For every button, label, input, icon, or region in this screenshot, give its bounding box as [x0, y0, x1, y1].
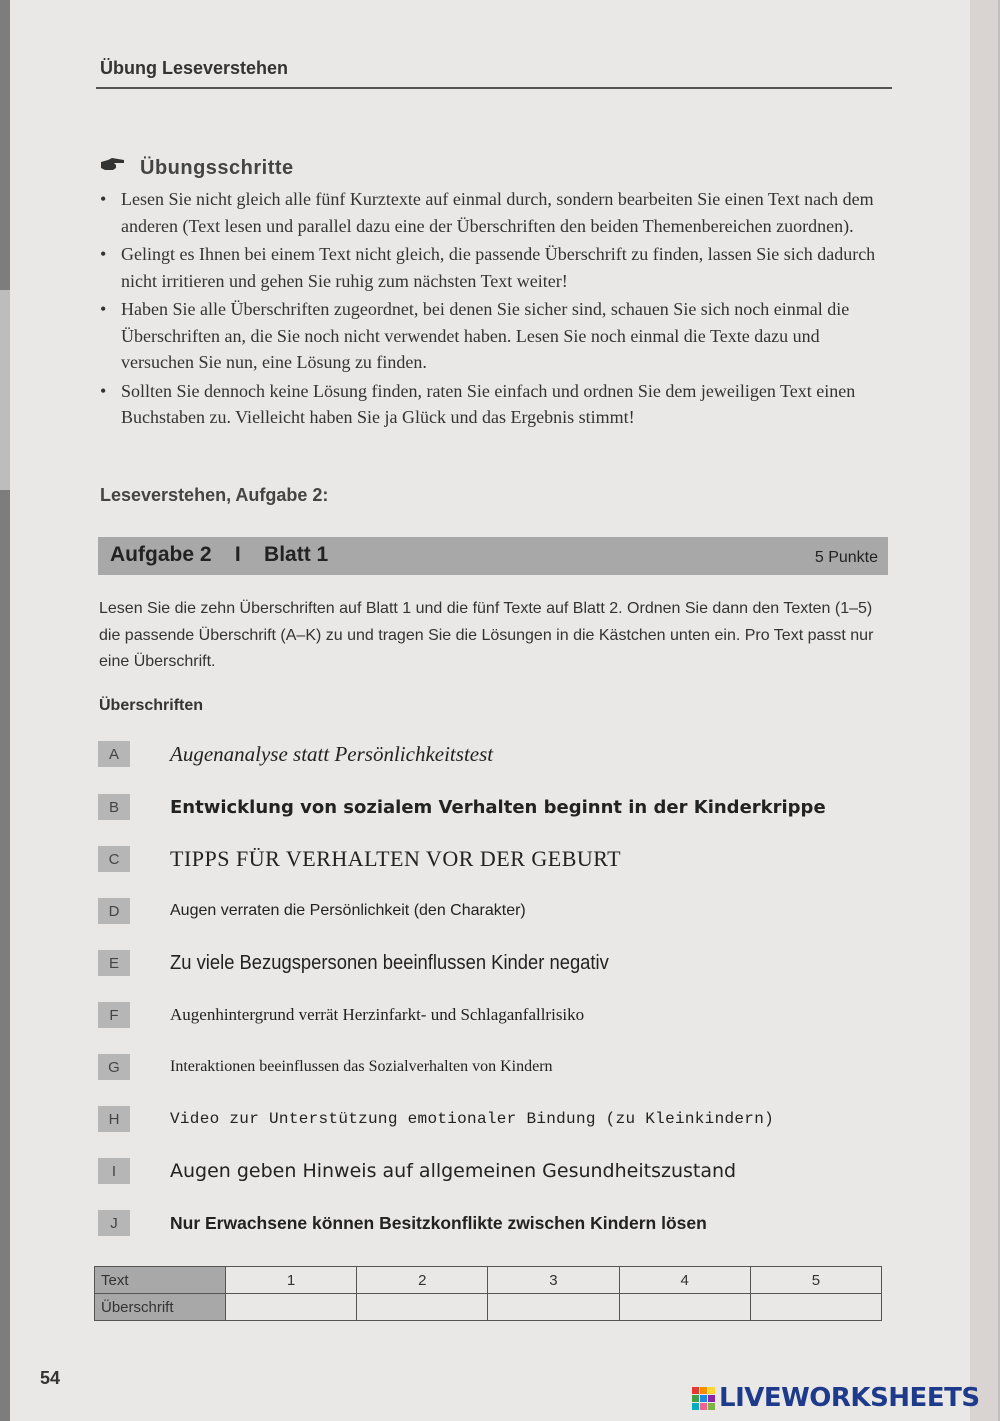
- liveworksheets-brand[interactable]: [692, 1383, 980, 1413]
- heading-letter: F: [98, 1002, 130, 1028]
- answer-input-3[interactable]: [494, 1295, 616, 1319]
- heading-text: Augen verraten die Persönlichkeit (den Charakter): [170, 902, 526, 919]
- task-title: Aufgabe 2 I Blatt 1: [110, 543, 329, 566]
- answer-table-heading-row: [95, 1294, 882, 1321]
- heading-row-c: [98, 846, 622, 872]
- heading-letter: E: [98, 950, 130, 976]
- steps-list: [100, 186, 890, 433]
- text-number: 2: [357, 1267, 488, 1294]
- heading-row-label: Überschrift: [95, 1294, 226, 1321]
- heading-letter: H: [98, 1106, 130, 1132]
- heading-letter: A: [98, 741, 130, 767]
- heading-text: Entwicklung von sozialem Verhalten beginnt in der Kinderkrippe: [170, 796, 826, 818]
- answer-table-text-row: [95, 1267, 882, 1294]
- headings-label: Überschriften: [99, 697, 204, 714]
- task-instructions: Lesen Sie die zehn Überschriften auf Blatt 1 und die fünf Texte auf Blatt 2. Ordnen Sie dann den Texten (1–5) die passende Überschrift (A–K) zu und tragen Sie die Lösungen in die Kästchen unten ein. Pro Text passt nur eine Überschrift.: [99, 600, 874, 670]
- answer-cell-1: [226, 1294, 357, 1321]
- heading-text: Augenhintergrund verrät Herzinfarkt- und Schlaganfallrisiko: [170, 1005, 585, 1024]
- heading-text: Augenanalyse statt Persönlichkeitstest: [170, 741, 494, 766]
- header-divider: [96, 87, 892, 89]
- heading-letter: G: [98, 1054, 130, 1080]
- page-number: 54: [40, 1368, 61, 1388]
- heading-text: Nur Erwachsene können Besitzkonflikte zwischen Kindern lösen: [170, 1212, 707, 1233]
- brand-name: LIVEWORKSHEETS: [719, 1383, 980, 1413]
- heading-text: Interaktionen beeinflussen das Sozialverhalten von Kindern: [170, 1058, 553, 1075]
- heading-row-j: [98, 1210, 707, 1236]
- text-number: 4: [619, 1267, 750, 1294]
- page-binding-edge: [0, 0, 10, 1421]
- steps-title-text: Übungsschritte: [140, 156, 294, 179]
- section-subhead: Leseverstehen, Aufgabe 2:: [100, 485, 329, 505]
- page-header-title: Übung Leseverstehen: [100, 58, 289, 78]
- step-item: • Gelingt es Ihnen bei einem Text nicht gleich, die passende Überschrift zu finden, lassen Sie sich dadurch nicht irritieren und gehen Sie ruhig zum nächsten Text weiter!: [100, 241, 890, 294]
- answer-input-2[interactable]: [363, 1295, 485, 1319]
- answer-input-1[interactable]: [232, 1295, 354, 1319]
- steps-title: [100, 156, 294, 180]
- heading-row-d: [98, 898, 526, 924]
- heading-row-a: [98, 741, 494, 767]
- answer-cell-3: [488, 1294, 619, 1321]
- answer-cell-2: [357, 1294, 488, 1321]
- step-item: • Sollten Sie dennoch keine Lösung finden, raten Sie einfach und ordnen Sie dem jeweiligen Text einen Buchstaben zu. Vielleicht haben Sie ja Glück und das Ergebnis stimmt!: [100, 378, 890, 431]
- heading-row-h: [98, 1106, 774, 1132]
- text-number: 1: [226, 1267, 357, 1294]
- heading-text: TIPPS FÜR VERHALTEN VOR DER GEBURT: [170, 846, 622, 871]
- heading-letter: J: [98, 1210, 130, 1236]
- heading-text: Augen geben Hinweis auf allgemeinen Gesundheitszustand: [170, 1160, 737, 1182]
- heading-letter: C: [98, 846, 130, 872]
- answer-table: [94, 1266, 882, 1321]
- heading-row-i: [98, 1158, 737, 1184]
- answer-input-4[interactable]: [626, 1295, 748, 1319]
- heading-row-g: [98, 1054, 553, 1080]
- heading-text: Zu viele Bezugspersonen beeinflussen Kinder negativ: [170, 951, 609, 974]
- liveworksheets-logo-icon: [692, 1387, 715, 1410]
- heading-letter: B: [98, 794, 130, 820]
- step-item: • Haben Sie alle Überschriften zugeordnet, bei denen Sie sicher sind, schauen Sie sich noch einmal die Überschriften an, die Sie noch nicht verwendet haben. Lesen Sie noch einmal die Texte dazu und versuchen Sie nun, eine Lösung zu finden.: [100, 296, 890, 376]
- heading-row-f: [98, 1002, 585, 1028]
- heading-text: Video zur Unterstützung emotionaler Bindung (zu Kleinkindern): [170, 1110, 774, 1128]
- answer-input-5[interactable]: [757, 1295, 879, 1319]
- text-row-label: Text: [95, 1267, 226, 1294]
- task-points: 5 Punkte: [814, 549, 878, 566]
- heading-row-b: [98, 794, 826, 820]
- text-number: 3: [488, 1267, 619, 1294]
- answer-cell-5: [750, 1294, 881, 1321]
- pointing-hand-icon: [100, 156, 128, 180]
- heading-letter: D: [98, 898, 130, 924]
- heading-row-e: [98, 950, 609, 976]
- task-header-bar: [98, 537, 888, 575]
- step-item: • Lesen Sie nicht gleich alle fünf Kurztexte auf einmal durch, sondern bearbeiten Sie einen Text nach dem anderen (Text lesen und parallel dazu eine der Überschriften den beiden Themenbereichen zuordnen).: [100, 186, 890, 239]
- heading-letter: I: [98, 1158, 130, 1184]
- text-number: 5: [750, 1267, 881, 1294]
- answer-cell-4: [619, 1294, 750, 1321]
